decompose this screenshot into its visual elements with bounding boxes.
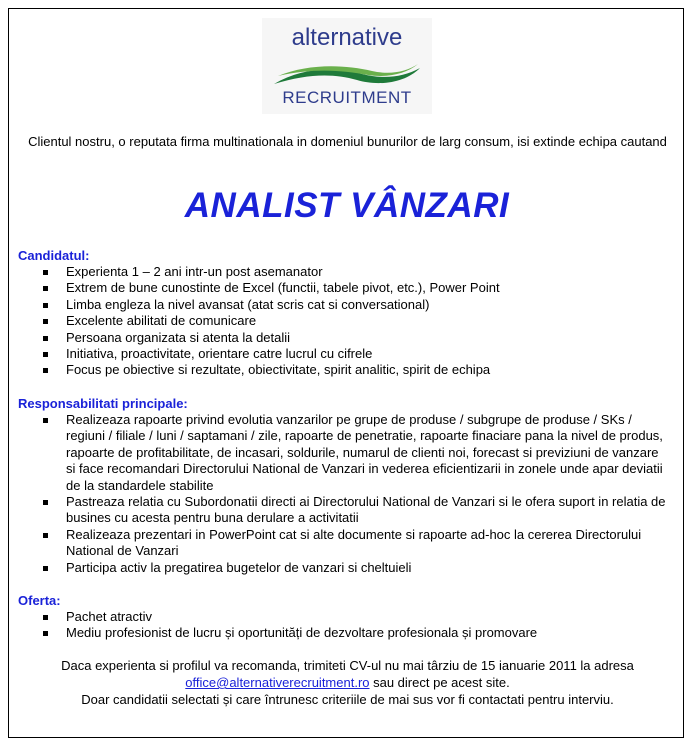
candidate-section [18, 248, 678, 379]
list-item: Pachet atractiv [18, 609, 678, 625]
list-item: Initiativa, proactivitate, orientare catre lucrul cu cifrele [18, 346, 678, 362]
closing-line-2 [20, 674, 675, 691]
candidate-heading: Candidatul: [18, 248, 90, 263]
list-item: Mediu profesionist de lucru și oportunități de dezvoltare profesionala și promovare [18, 625, 678, 641]
responsibilities-heading: Responsabilitati principale: [18, 396, 188, 411]
closing-line-1: Daca experienta si profilul va recomanda, trimiteti CV-ul nu mai târziu de 15 ianuarie 2011 la adresa [61, 658, 634, 673]
list-item: Participa activ la pregatirea bugetelor de vanzari si cheltuieli [18, 560, 668, 576]
email-link[interactable]: office@alternativerecruitment.ro [185, 675, 370, 690]
offer-heading: Oferta: [18, 593, 61, 608]
intro-text: Clientul nostru, o reputata firma multinationala in domeniul bunurilor de larg consum, isi extinde echipa cautand [28, 134, 667, 149]
list-item: Extrem de bune cunostinte de Excel (functii, tabele pivot, etc.), Power Point [18, 280, 678, 296]
list-item: Persoana organizata si atenta la detalii [18, 330, 678, 346]
company-logo [262, 18, 432, 114]
logo-wave-icon [272, 62, 422, 88]
logo-text-alternative: alternative [291, 24, 403, 51]
list-item: Pastreaza relatia cu Subordonatii directi ai Directorului National de Vanzari si le ofera suport in relatia de busines cu acesta pentru buna derulare a activitatii [18, 494, 668, 527]
closing-line-2-rest: sau direct pe acest site. [369, 675, 510, 690]
list-item: Realizeaza rapoarte privind evolutia vanzarilor pe grupe de produse / subgrupe de produse / SKs / regiuni / filiale / luni / saptamani / zile, rapoarte de penetratie, rapoarte finaciare pana la nivel de produs, rapoarte de profitabilitate, de incasari, soldurile, numarul de clienti noi, forecast si previziuni de vanzare si face recomandari Directorului National de Vanzari in vederea eficientizarii in zonele unde apar deviatii de la standardele stabilite [18, 412, 668, 494]
list-item: Realizeaza prezentari in PowerPoint cat si alte documente si rapoarte ad-hoc la cererea Directorului National de Vanzari [18, 527, 668, 560]
list-item: Excelente abilitati de comunicare [18, 313, 678, 329]
responsibilities-section [18, 396, 668, 576]
closing-text [20, 657, 675, 708]
list-item: Focus pe obiective si rezultate, obiectivitate, spirit analitic, spirit de echipa [18, 362, 678, 378]
list-item: Limba engleza la nivel avansat (atat scris cat si conversational) [18, 297, 678, 313]
closing-line-3: Doar candidatii selectati și care întrunesc criteriile de mai sus vor fi contactati pentru interviu. [81, 692, 614, 707]
list-item: Experienta 1 – 2 ani intr-un post asemanator [18, 264, 678, 280]
offer-section [18, 593, 678, 642]
job-title: ANALIST VÂNZARI [184, 186, 510, 225]
logo-text-recruitment: RECRUITMENT [282, 88, 412, 107]
